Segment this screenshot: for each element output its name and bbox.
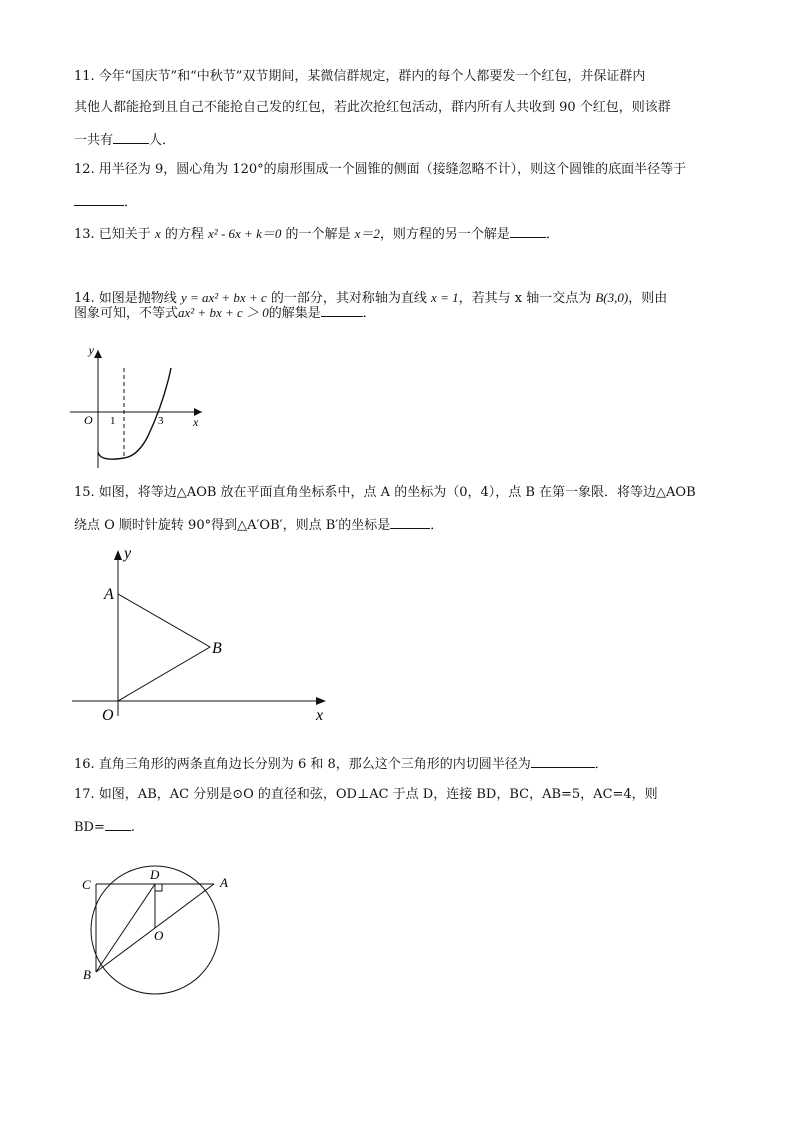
- point-c-label: C: [82, 877, 91, 892]
- q13-solution: x＝2: [354, 226, 380, 241]
- q12-end: ．: [124, 195, 138, 210]
- point-o-label: O: [154, 928, 164, 943]
- q17-circle-graph: [74, 860, 244, 1000]
- point-b-label: B: [83, 967, 91, 982]
- q14-text3: ，若其与 x 轴一交点为: [458, 291, 592, 306]
- q14-expr: y = ax² + bx + c: [180, 290, 267, 305]
- point-a-label: A: [104, 586, 114, 603]
- q14-line2: [74, 304, 376, 322]
- q17-text: BD=: [74, 820, 105, 835]
- q11-text: 一共有: [74, 133, 114, 148]
- q15-line1: 15. 如图，将等边△AOB 放在平面直角坐标系中，点 A 的坐标为（0，4），点 B 在第一象限．将等边△AOB: [74, 485, 696, 500]
- q11-line2: 其他人都能抢到且自己不能抢自己发的红包，若此次抢红包活动，群内所有人共收到 90 个红包，则该群: [74, 100, 671, 115]
- q13-end: ．: [545, 227, 559, 242]
- q14-end: ．: [362, 306, 376, 321]
- q13-var: x: [154, 226, 161, 241]
- q13-equation: x² - 6x + k＝0: [208, 226, 282, 241]
- q13-prefix: 13. 已知关于: [74, 227, 151, 242]
- tick-label-1: 1: [110, 415, 116, 427]
- q13-line: [74, 225, 559, 243]
- q13-mid2: 的一个解是: [285, 227, 351, 242]
- q17-line1: 17. 如图，AB，AC 分别是⊙O 的直径和弦，OD⊥AC 于点 D，连接 BD，BC，AB=5，AC=4，则: [74, 787, 658, 802]
- q15-line2: [74, 516, 443, 534]
- q12-line1: 12. 用半径为 9，圆心角为 120°的扇形围成一个圆锥的侧面（接缝忽略不计），则这个圆锥的底面半径等于: [74, 162, 687, 177]
- q11-end: 人．: [149, 133, 176, 148]
- q14-text2: 的一部分，其对称轴为直线: [270, 291, 427, 306]
- q11-line3: [74, 131, 175, 149]
- answer-blank[interactable]: [531, 755, 595, 768]
- origin-label: O: [102, 707, 114, 724]
- answer-blank[interactable]: [510, 225, 546, 238]
- answer-blank[interactable]: [105, 818, 131, 831]
- answer-blank[interactable]: [390, 516, 430, 529]
- q15-text: 绕点 O 顺时针旋转 90°得到△A′OB′，则点 B′的坐标是: [74, 518, 391, 533]
- q14-text5: 图象可知，不等式: [74, 306, 179, 321]
- q13-mid3: ，则方程的另一个解是: [379, 227, 510, 242]
- q16-text: 16. 直角三角形的两条直角边长分别为 6 和 8，那么这个三角形的内切圆半径为: [74, 757, 531, 772]
- q15-end: ．: [430, 518, 444, 533]
- q16-end: ．: [594, 757, 608, 772]
- point-b-label: B: [212, 640, 222, 657]
- point-a-label: A: [220, 875, 228, 890]
- q13-mid1: 的方程: [164, 227, 204, 242]
- answer-blank[interactable]: [321, 304, 363, 317]
- q11-line1: 11. 今年“国庆节”和“中秋节”双节期间，某微信群规定，群内的每个人都要发一个红包，并保证群内: [74, 69, 646, 84]
- x-axis-label: x: [193, 415, 199, 429]
- q14-axis: x = 1: [431, 290, 459, 305]
- q14-point: B(3,0): [595, 290, 629, 305]
- q14-text1: 14. 如图是抛物线: [74, 291, 177, 306]
- q14-text6: 的解集是: [268, 306, 321, 321]
- answer-blank[interactable]: [74, 193, 124, 206]
- point-d-label: D: [150, 867, 160, 882]
- q12-line2: [74, 193, 137, 211]
- answer-blank[interactable]: [113, 131, 149, 144]
- q17-line2: [74, 818, 135, 836]
- q14-parabola-graph: [66, 342, 212, 474]
- x-axis-label: x: [316, 707, 324, 724]
- q14-inequality: ax² + bx + c ＞ 0: [178, 305, 269, 320]
- q17-end: .: [130, 820, 136, 835]
- q14-text4: ，则由: [628, 291, 668, 306]
- y-axis-label: y: [88, 343, 94, 357]
- q15-triangle-graph: [66, 540, 336, 730]
- q16-line: [74, 755, 608, 773]
- origin-label: O: [84, 413, 93, 427]
- tick-label-3: 3: [158, 415, 164, 427]
- y-axis-label: y: [124, 545, 132, 562]
